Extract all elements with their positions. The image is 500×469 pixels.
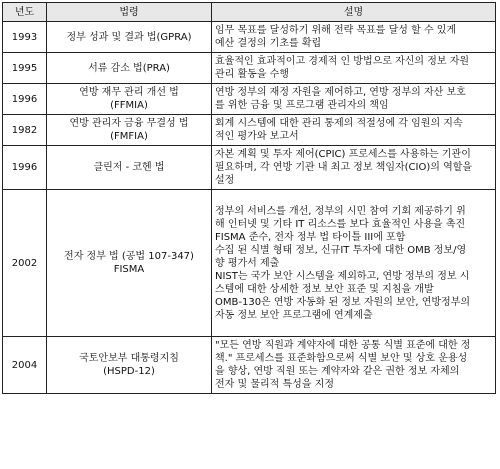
description-line: 스템에 대한 상세한 정보 보안 표준 및 지침을 개발: [215, 283, 434, 295]
description-line: 향 평가서 제출: [215, 257, 280, 269]
description-line: 해 인터넷 및 기타 IT 리소스를 보다 효율적인 사용을 촉진: [215, 218, 466, 230]
description-cell: [212, 53, 496, 84]
table-body: [3, 22, 496, 394]
description-cell: [212, 22, 496, 53]
year-cell: 1996: [3, 84, 47, 115]
law-name-line: 연방 재무 관리 개선 법: [79, 87, 179, 98]
description-line: 정부의 서비스를 개선, 정부의 시민 참여 기회 제공하기 위: [215, 205, 466, 217]
table-row: [3, 146, 496, 190]
law-cell: [47, 53, 212, 84]
table-row: [3, 53, 496, 84]
table-row: [3, 84, 496, 115]
law-name-line: 연방 관리자 금융 무결성 법: [69, 118, 189, 129]
description-line: 필요하며, 각 연방 기관 내 최고 정보 책임자(CIO)의 역할을: [215, 162, 473, 173]
year-cell: 1993: [3, 22, 47, 53]
table-row: [3, 337, 496, 394]
law-name-line: (HSPD-12): [103, 366, 155, 377]
description-line: "모든 연방 직원과 계약자에 대한 공통 식별 표준에 대한 정: [215, 340, 471, 351]
law-name-line: 국토안보부 대통령지침: [79, 353, 179, 364]
law-cell: [47, 115, 212, 146]
description-line: 를 위한 금융 및 프로그램 관리자의 책임: [215, 100, 389, 111]
table-row: [3, 115, 496, 146]
description-line: FISMA 준수, 전자 정부 법 타이틀 III에 포함: [215, 231, 406, 243]
description-line: 수집 된 식별 형태 정보, 신규IT 투자에 대한 OMB 정보/영: [215, 244, 467, 256]
law-table: [2, 2, 496, 394]
year-cell: 1996: [3, 146, 47, 190]
law-name-line: 전자 정부 법 (공법 107-347): [64, 251, 194, 262]
description-line: 회계 시스템에 대한 관리 통제의 적절성에 각 임원의 지속: [215, 118, 463, 129]
description-line: 연방 정부의 재정 자원을 제어하고, 연방 정부의 자산 보호: [215, 87, 466, 98]
law-cell: [47, 84, 212, 115]
table-row: [3, 22, 496, 53]
year-cell: 1982: [3, 115, 47, 146]
law-cell: [47, 22, 212, 53]
description-cell: [212, 146, 496, 190]
law-cell: [47, 190, 212, 337]
description-line: 자본 계획 및 투자 제어(CPIC) 프로세스를 사용하는 기관이: [215, 149, 471, 160]
description-line: 전자 및 물리적 특성을 지정: [215, 379, 334, 390]
law-name-line: 정부 성과 및 결과 법(GPRA): [66, 31, 192, 43]
year-cell: 2002: [3, 190, 47, 337]
year-cell: 2004: [3, 337, 47, 394]
table-row: [3, 190, 496, 337]
description-line: 예산 결정의 기초를 확립: [215, 38, 322, 49]
year-cell: 1995: [3, 53, 47, 84]
law-name-line: (FFMIA): [110, 100, 148, 111]
law-cell: [47, 337, 212, 394]
law-name-line: 클린저 - 코헨 법: [93, 162, 165, 173]
law-name-line: (FMFIA): [110, 131, 148, 142]
description-line: 적인 평가와 보고서: [215, 131, 299, 142]
description-line: 책." 프로세스를 표준화함으로써 식별 보안 및 상호 운용성: [215, 353, 468, 364]
law-name-line: FISMA: [113, 264, 145, 275]
header-year: 년도: [3, 3, 47, 22]
law-name-line: 서류 감소 법(PRA): [88, 62, 170, 74]
description-cell: [212, 84, 496, 115]
table-header-row: [3, 3, 496, 22]
header-law: 법령: [47, 3, 212, 22]
description-line: 효율적인 효과적이고 경제적 인 방법으로 자신의 정보 자원: [215, 56, 470, 67]
header-description: 설명: [212, 3, 496, 22]
law-cell: [47, 146, 212, 190]
description-line: 임무 목표를 달성하기 위해 전략 목표를 달성 할 수 있게: [215, 25, 457, 36]
description-line: NIST는 국가 보안 시스템을 제외하고, 연방 정부의 정보 시: [215, 270, 470, 282]
description-cell: [212, 190, 496, 337]
description-line: 자동 정보 보안 프로그램에 연계제출: [215, 309, 373, 321]
description-line: OMB-130은 연방 자동화 된 정보 자원의 보안, 연방정부의: [215, 296, 471, 308]
description-line: 설정: [215, 175, 235, 186]
description-cell: [212, 115, 496, 146]
description-line: 을 향상, 연방 직원 또는 계약자와 같은 권한 정보 자체의: [215, 366, 460, 377]
description-line: 관리 활동을 수행: [215, 69, 289, 80]
description-cell: [212, 337, 496, 394]
